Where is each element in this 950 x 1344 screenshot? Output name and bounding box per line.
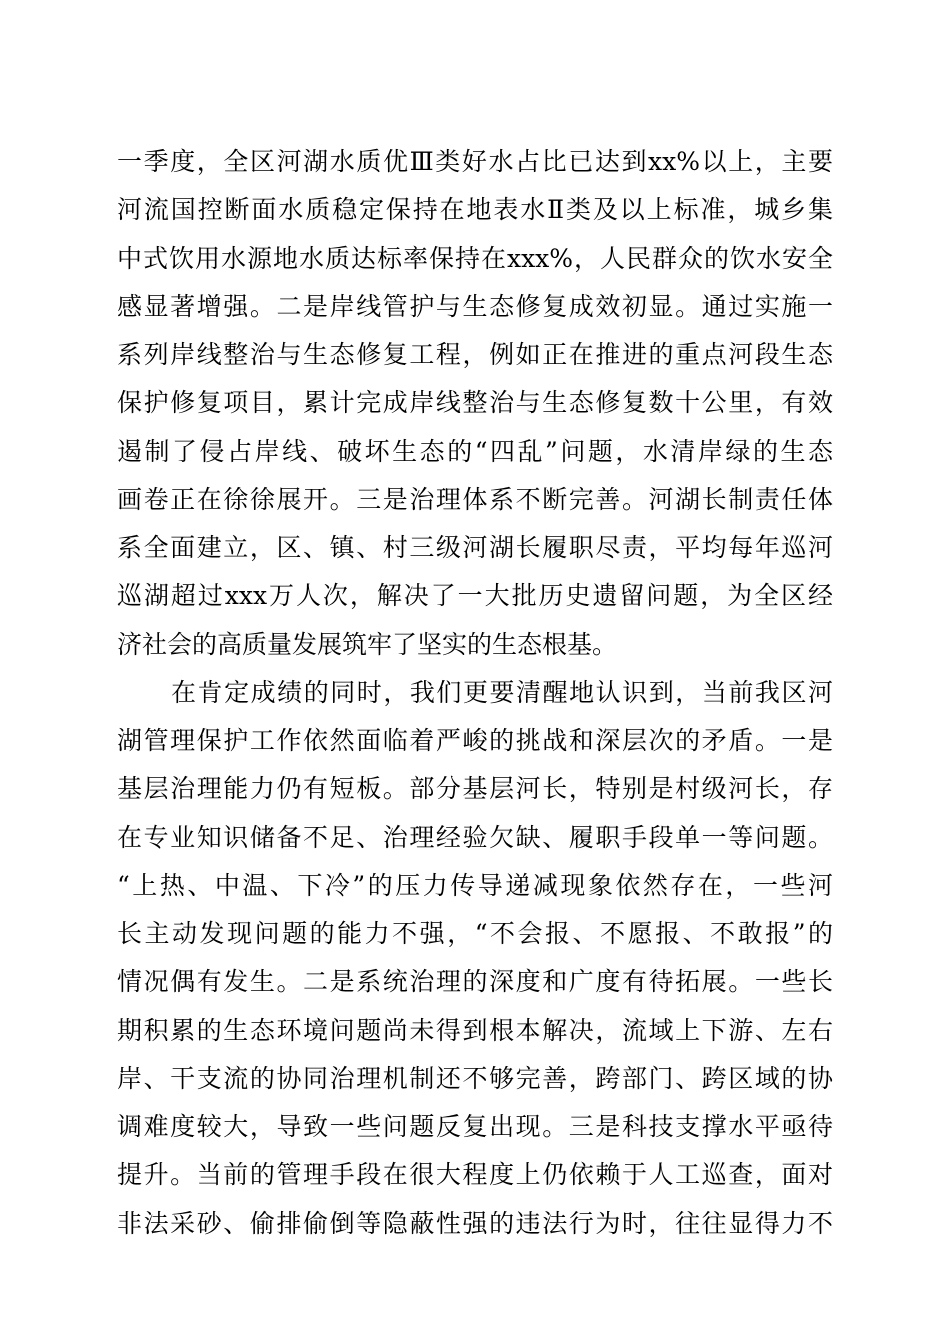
text-line: 长主动发现问题的能力不强，“不会报、不愿报、不敢报”的	[117, 919, 833, 948]
text-line: 中式饮用水源地水质达标率保持在xxx%，人民群众的饮水安全	[117, 243, 833, 273]
text-line: 情况偶有发生。二是系统治理的深度和广度有待拓展。一些长	[117, 967, 833, 997]
text-line: 巡湖超过xxx万人次，解决了一大批历史遗留问题，为全区经	[117, 581, 833, 611]
text-line: 感显著增强。二是岸线管护与生态修复成效初显。通过实施一	[117, 291, 833, 321]
text-line: 济社会的高质量发展筑牢了坚实的生态根基。	[117, 629, 618, 659]
text-line: 在专业知识储备不足、治理经验欠缺、履职手段单一等问题。	[117, 822, 833, 852]
text-line: 一季度，全区河湖水质优Ⅲ类好水占比已达到xx%以上，主要	[117, 147, 833, 176]
text-line: 提升。当前的管理手段在很大程度上仍依赖于人工巡查，面对	[117, 1160, 833, 1190]
text-line: 画卷正在徐徐展开。三是治理体系不断完善。河湖长制责任体	[117, 484, 833, 514]
text-line: 河流国控断面水质稳定保持在地表水Ⅱ类及以上标准，城乡集	[117, 195, 833, 225]
paragraph-achievements	[117, 138, 833, 669]
text-line: 调难度较大，导致一些问题反复出现。三是科技支撑水平亟待	[117, 1112, 833, 1141]
text-line: 保护修复项目，累计完成岸线整治与生态修复数十公里，有效	[117, 388, 833, 418]
text-line: 非法采砂、偷排偷倒等隐蔽性强的违法行为时，往往显得力不	[117, 1208, 833, 1238]
text-line: 湖管理保护工作依然面临着严峻的挑战和深层次的矛盾。一是	[117, 726, 833, 755]
text-line: 遏制了侵占岸线、破坏生态的“四乱”问题，水清岸绿的生态	[117, 436, 833, 466]
text-line: 系列岸线整治与生态修复工程，例如正在推进的重点河段生态	[117, 340, 833, 369]
text-line: 岸、干支流的协同治理机制还不够完善，跨部门、跨区域的协	[117, 1063, 833, 1093]
text-line: 在肯定成绩的同时，我们更要清醒地认识到，当前我区河	[171, 677, 833, 707]
text-line: 系全面建立，区、镇、村三级河湖长履职尽责，平均每年巡河	[117, 533, 833, 562]
text-line: 期积累的生态环境问题尚未得到根本解决，流域上下游、左右	[117, 1015, 833, 1045]
body-text	[117, 138, 833, 1248]
text-line: 基层治理能力仍有短板。部分基层河长，特别是村级河长，存	[117, 774, 833, 804]
text-line: “上热、中温、下冷”的压力传导递减现象依然存在，一些河	[117, 870, 833, 900]
paragraph-challenges	[117, 669, 833, 1248]
